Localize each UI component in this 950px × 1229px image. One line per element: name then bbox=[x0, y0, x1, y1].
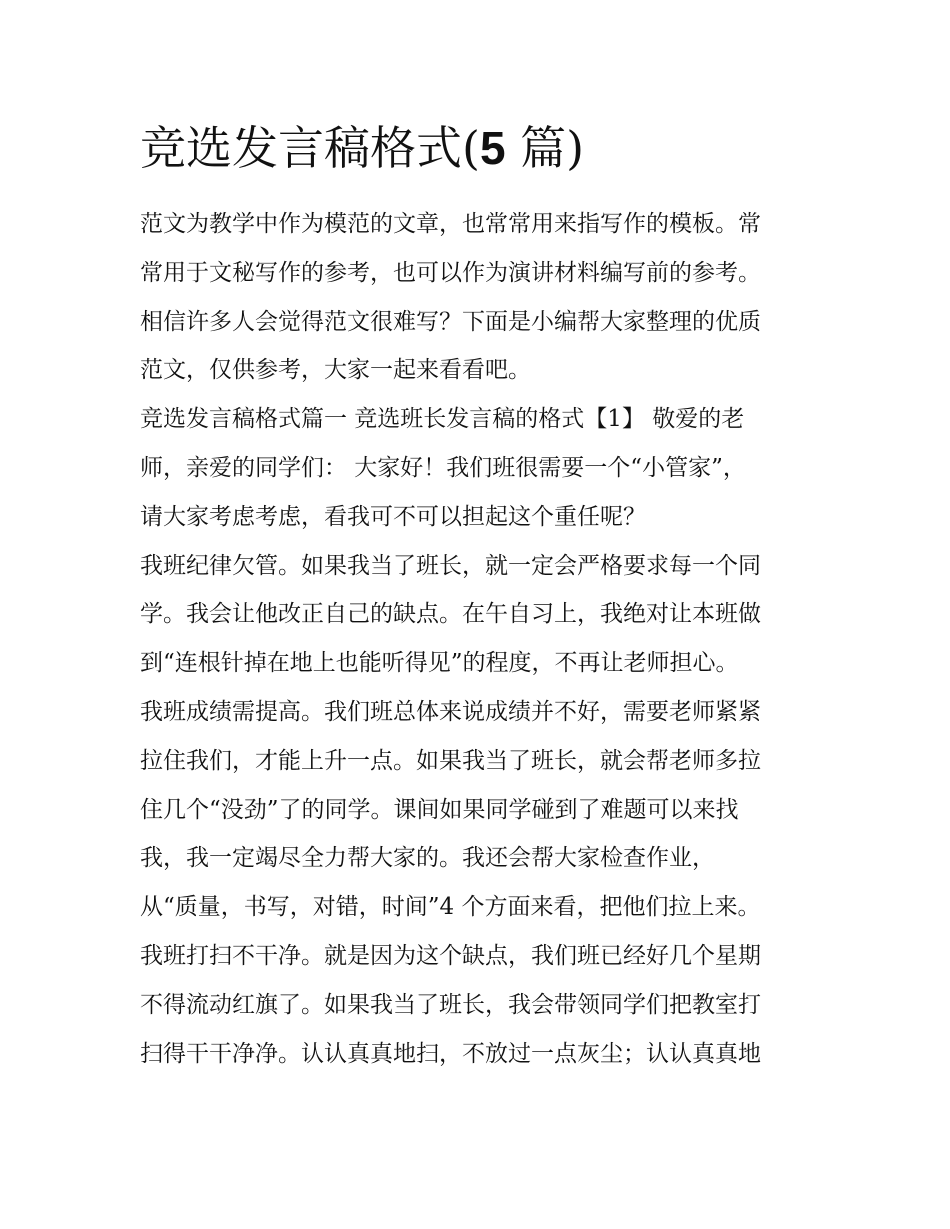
body-line: 拉住我们，才能上升一点。如果我当了班长，就会帮老师多拉 bbox=[140, 747, 761, 774]
body-line: 常用于文秘写作的参考，也可以作为演讲材料编写前的参考。 bbox=[140, 259, 761, 286]
body-line: 我班纪律欠管。如果我当了班长，就一定会严格要求每一个同 bbox=[140, 552, 761, 579]
body-line: 我，我一定竭尽全力帮大家的。我还会帮大家检查作业， bbox=[140, 845, 715, 872]
document-title bbox=[140, 118, 584, 178]
body-line: 扫得干干净净。认认真真地扫，不放过一点灰尘；认认真真地 bbox=[140, 1040, 761, 1067]
body-line: 住几个“没劲”了的同学。课间如果同学碰到了难题可以来找 bbox=[140, 796, 739, 823]
body-line: 我班成绩需提高。我们班总体来说成绩并不好，需要老师紧紧 bbox=[140, 698, 761, 725]
body-line: 师，亲爱的同学们： 大家好！我们班很需要一个“小管家”， bbox=[140, 454, 746, 481]
body-line: 请大家考虑考虑，看我可不可以担起这个重任呢？ bbox=[140, 503, 646, 530]
body-line: 学。我会让他改正自己的缺点。在午自习上，我绝对让本班做 bbox=[140, 601, 761, 628]
body-line: 相信许多人会觉得范文很难写？下面是小编帮大家整理的优质 bbox=[140, 308, 761, 335]
body-line: 范文为教学中作为模范的文章，也常常用来指写作的模板。常 bbox=[140, 211, 761, 237]
body-line: 到“连根针掉在地上也能听得见”的程度，不再让老师担心。 bbox=[140, 650, 739, 677]
title-tail: 篇) bbox=[505, 121, 585, 175]
body-line: 范文，仅供参考，大家一起来看看吧。 bbox=[140, 357, 531, 384]
body-line: 我班打扫不干净。就是因为这个缺点，我们班已经好几个星期 bbox=[140, 942, 761, 969]
document-body bbox=[140, 200, 820, 1078]
body-line: 竞选发言稿格式篇一 竞选班长发言稿的格式【1】 敬爱的老 bbox=[140, 406, 745, 433]
title-number: 5 bbox=[479, 122, 506, 174]
body-line: 不得流动红旗了。如果我当了班长，我会带领同学们把教室打 bbox=[140, 991, 761, 1018]
body-line: 从“质量，书写，对错，时间”4 个方面来看，把他们拉上来。 bbox=[140, 894, 761, 921]
title-main: 竞选发言稿格式( bbox=[140, 121, 480, 175]
